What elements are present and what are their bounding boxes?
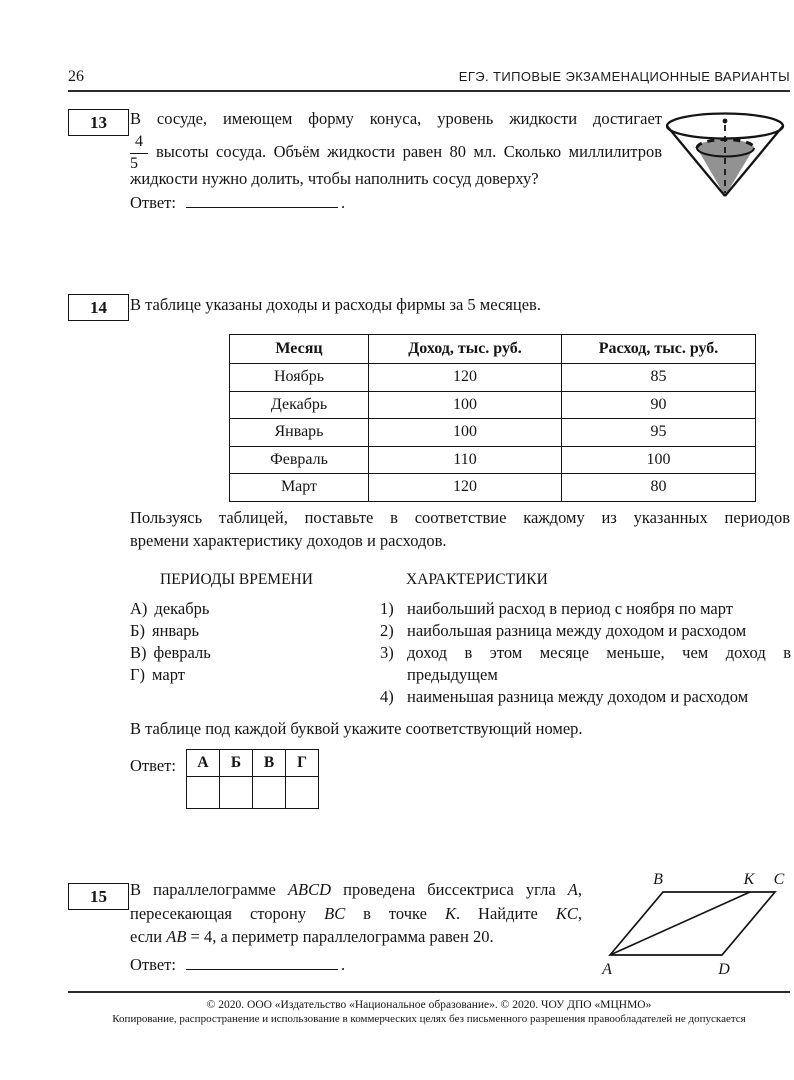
income-expense-table bbox=[229, 334, 756, 502]
cell-income: 120 bbox=[369, 474, 562, 502]
cell-income: 120 bbox=[369, 364, 562, 392]
vertex-label-a: A bbox=[602, 961, 612, 978]
answer-cell-v bbox=[253, 777, 286, 809]
answer-letter-v: В bbox=[253, 750, 286, 777]
answer-label: Ответ: bbox=[130, 955, 176, 974]
page-number: 26 bbox=[68, 68, 84, 85]
text-segment: пересекающая сторону bbox=[130, 903, 325, 923]
copyright-line: © 2020. ООО «Издательство «Национальное образование». © 2020. ЧОУ ДПО «МЦНМО» bbox=[206, 999, 652, 1011]
cell-expense: 100 bbox=[562, 446, 756, 474]
problem-15-line1 bbox=[130, 878, 582, 902]
cell-expense: 90 bbox=[562, 391, 756, 419]
cell-income: 100 bbox=[369, 419, 562, 447]
problem-15-answer-row bbox=[130, 953, 345, 977]
fraction-denominator: 5 bbox=[130, 154, 138, 172]
problem-13-line2-text: высоты сосуда. Объём жидкости равен 80 мл. Сколько миллилитров bbox=[156, 142, 662, 161]
table-row bbox=[230, 419, 756, 447]
characteristic-text: наибольшая разница между доходом и расходом bbox=[407, 621, 747, 640]
answer-cell-a bbox=[187, 777, 220, 809]
answer-grid-input-row bbox=[187, 777, 319, 809]
vertex-label-d: D bbox=[718, 961, 730, 978]
cell-expense: 95 bbox=[562, 419, 756, 447]
column-header-income: Доход, тыс. руб. bbox=[369, 335, 562, 364]
table-row bbox=[230, 446, 756, 474]
table-row bbox=[230, 391, 756, 419]
table-row bbox=[230, 364, 756, 392]
problem-15-number: 15 bbox=[90, 886, 107, 906]
answer-blank bbox=[186, 954, 338, 970]
problem-14-note: В таблице под каждой буквой укажите соответствующий номер. bbox=[130, 719, 583, 738]
answer-grid bbox=[186, 749, 319, 809]
problem-13-answer-row bbox=[130, 191, 345, 215]
characteristic-number: 2) bbox=[380, 621, 394, 640]
periods-column bbox=[130, 570, 365, 686]
problem-14-instruction bbox=[130, 506, 790, 552]
answer-letter-b: Б bbox=[220, 750, 253, 777]
text-segment: в точке bbox=[345, 903, 445, 923]
answer-letter-g: Г bbox=[286, 750, 319, 777]
characteristics-column bbox=[380, 570, 791, 708]
cone-apex-dot bbox=[723, 119, 728, 124]
text-segment: , bbox=[577, 903, 582, 923]
page-header bbox=[68, 68, 790, 92]
cell-month: Февраль bbox=[230, 446, 369, 474]
problem-13-number-box bbox=[68, 109, 129, 136]
text-segment: . Найдите bbox=[455, 903, 556, 923]
text-segment-italic: A bbox=[567, 880, 578, 899]
vertex-label-b: B bbox=[653, 871, 663, 888]
cell-month: Январь bbox=[230, 419, 369, 447]
vertex-label-c: C bbox=[773, 871, 785, 888]
point-label-k: K bbox=[743, 871, 755, 888]
characteristic-item-3 bbox=[380, 642, 791, 686]
characteristic-number: 4) bbox=[380, 687, 394, 706]
characteristic-item-1 bbox=[380, 598, 791, 620]
text-segment-italic: BC bbox=[324, 903, 346, 923]
problem-13-text-line1: В сосуде, имеющем форму конуса, уровень жидкости достигает bbox=[130, 109, 662, 128]
period-item-b bbox=[130, 620, 365, 642]
periods-title: ПЕРИОДЫ ВРЕМЕНИ bbox=[160, 571, 313, 588]
cell-income: 110 bbox=[369, 446, 562, 474]
text-segment-italic: AB bbox=[166, 927, 187, 946]
problem-15-text bbox=[130, 878, 582, 949]
characteristic-item-4 bbox=[380, 686, 791, 708]
parallelogram-figure bbox=[596, 864, 794, 978]
characteristic-number: 3) bbox=[380, 643, 394, 662]
text-segment: если bbox=[130, 927, 167, 946]
problem-15-number-box bbox=[68, 883, 129, 910]
period-text: январь bbox=[151, 621, 200, 640]
period-item-v bbox=[130, 642, 365, 664]
period-letter: А) bbox=[130, 599, 148, 618]
answer-label: Ответ: bbox=[130, 193, 176, 212]
period-letter: В) bbox=[130, 643, 147, 662]
answer-blank bbox=[186, 192, 338, 208]
parallelogram-outline bbox=[610, 892, 775, 955]
problem-14-number: 14 bbox=[90, 297, 107, 317]
instruction-line2: времени характеристику доходов и расходов. bbox=[130, 531, 447, 550]
column-header-expense: Расход, тыс. руб. bbox=[562, 335, 756, 364]
answer-label: Ответ: bbox=[130, 756, 176, 775]
text-segment-italic: ABCD bbox=[287, 880, 332, 899]
cell-expense: 80 bbox=[562, 474, 756, 502]
answer-cell-g bbox=[286, 777, 319, 809]
text-segment: В параллелограмме bbox=[130, 880, 288, 899]
cone-figure bbox=[662, 102, 792, 204]
text-segment: , bbox=[577, 880, 582, 899]
characteristic-text: доход в этом месяце меньше, чем доход в предыдущем bbox=[407, 643, 791, 684]
period-text: февраль bbox=[153, 643, 211, 662]
cell-month: Ноябрь bbox=[230, 364, 369, 392]
problem-13-number: 13 bbox=[90, 112, 107, 132]
characteristic-number: 1) bbox=[380, 599, 394, 618]
characteristic-text: наибольший расход в период с ноября по март bbox=[407, 599, 733, 618]
answer-grid-letters-row bbox=[187, 750, 319, 777]
answer-period: . bbox=[340, 955, 346, 974]
problem-15-line2 bbox=[130, 902, 582, 926]
column-header-month: Месяц bbox=[230, 335, 369, 364]
period-letter: Б) bbox=[130, 621, 145, 640]
characteristic-text: наименьшая разница между доходом и расходом bbox=[407, 687, 749, 706]
period-letter: Г) bbox=[130, 665, 146, 684]
text-segment: = 4, а периметр параллелограмма равен 20. bbox=[186, 927, 494, 946]
copy-restriction-line: Копирование, распространение и использование в коммерческих целях без письменного разрешения правообладателей не допускается bbox=[112, 1013, 746, 1025]
page-footer bbox=[68, 991, 790, 1026]
fraction-numerator: 4 bbox=[130, 133, 148, 153]
cell-month: Декабрь bbox=[230, 391, 369, 419]
text-segment-italic: K bbox=[444, 903, 456, 923]
instruction-line1: Пользуясь таблицей, поставьте в соответствие каждому из указанных периодов bbox=[130, 508, 790, 527]
answer-letter-a: А bbox=[187, 750, 220, 777]
cell-income: 100 bbox=[369, 391, 562, 419]
characteristics-title: ХАРАКТЕРИСТИКИ bbox=[406, 571, 548, 588]
table-row bbox=[230, 474, 756, 502]
text-segment: проведена биссектриса угла bbox=[331, 880, 568, 899]
period-item-a bbox=[130, 598, 365, 620]
problem-14-number-box bbox=[68, 294, 129, 321]
answer-period: . bbox=[340, 193, 346, 212]
characteristic-item-2 bbox=[380, 620, 791, 642]
table-header-row bbox=[230, 335, 756, 364]
answer-cell-b bbox=[220, 777, 253, 809]
problem-14-intro: В таблице указаны доходы и расходы фирмы за 5 месяцев. bbox=[130, 295, 541, 314]
header-title: ЕГЭ. ТИПОВЫЕ ЭКЗАМЕНАЦИОННЫЕ ВАРИАНТЫ bbox=[458, 69, 790, 84]
cell-month: Март bbox=[230, 474, 369, 502]
period-text: март bbox=[152, 665, 185, 684]
period-item-g bbox=[130, 664, 365, 686]
cell-expense: 85 bbox=[562, 364, 756, 392]
period-text: декабрь bbox=[154, 599, 210, 618]
problem-15-line3 bbox=[130, 925, 582, 949]
problem-13-text-line3: жидкости нужно долить, чтобы наполнить сосуд доверху? bbox=[130, 169, 539, 188]
text-segment-italic: KC bbox=[555, 903, 578, 923]
